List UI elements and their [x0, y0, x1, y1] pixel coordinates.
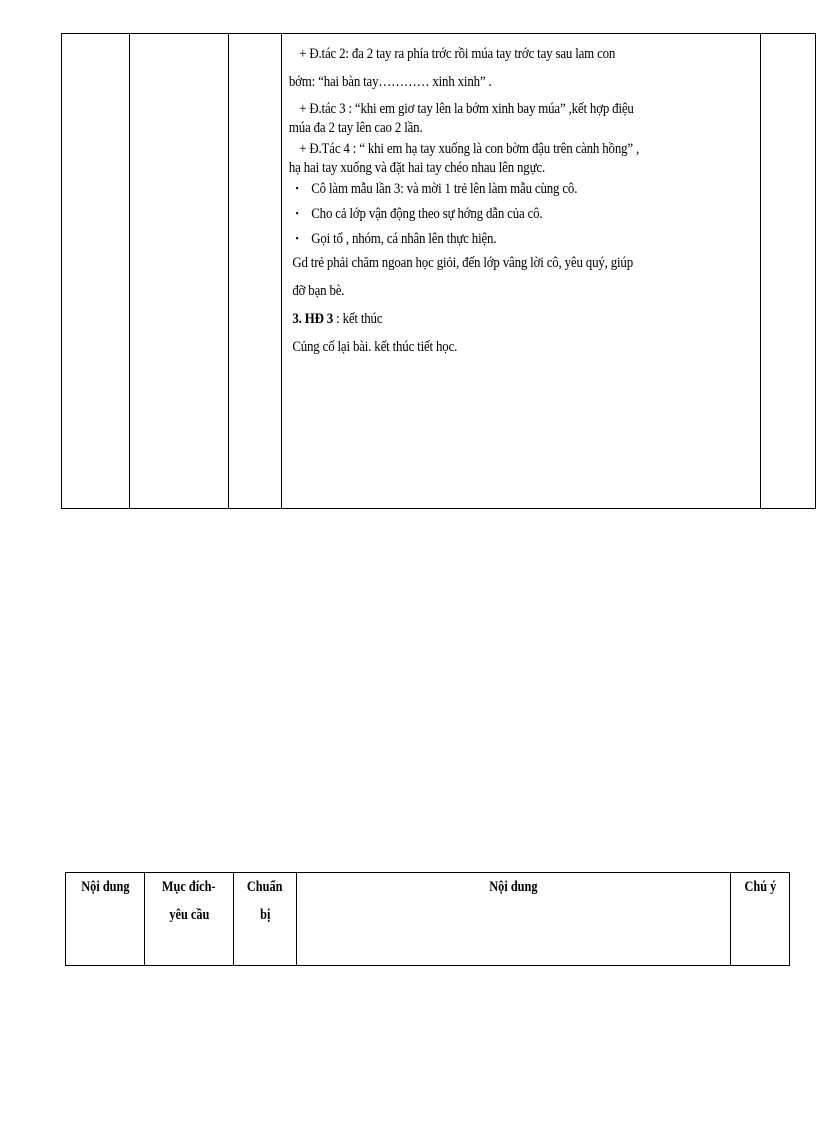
bullet-icon: ▪ [295, 233, 298, 243]
bullet-text: Gọi tổ , nhóm, cá nhân lên thực hiện. [310, 231, 496, 247]
header-content [66, 873, 145, 966]
bullet-item [295, 180, 682, 199]
action-2-line: + Đ.tác 2: đa 2 tay ra phía trớc rồi múa tay trớc tay sau lam con [298, 46, 615, 62]
header-purpose [145, 873, 234, 966]
education-cont: đỡ bạn bè. [291, 283, 344, 299]
bullet-icon: ▪ [295, 208, 298, 218]
header-content-label: Nội dung [80, 879, 130, 895]
header-notes-label: Chú ý [744, 879, 776, 895]
closing-line: Củng cố lại bài. kết thúc tiết học. [291, 339, 457, 355]
lesson-table-continued [61, 33, 816, 509]
action-3-line: + Đ.tác 3 : “khi em giơ tay lên la bớm xinh bay múa” ,kết hợp điệu [298, 101, 634, 117]
header-preparation-line1: Chuẩn [247, 879, 283, 895]
action-4-cont: hạ hai tay xuống và đặt hai tay chéo nhau lên ngực. [288, 160, 545, 176]
action-3-cont: múa đa 2 tay lên cao 2 lần. [288, 120, 423, 136]
activity-content-cell [281, 34, 760, 509]
notes-cell [760, 34, 815, 509]
education-line: Gd trẻ phải chăm ngoan học giỏi, đến lớp vâng lời cô, yêu quý, giúp [291, 255, 633, 271]
activity-3-label: 3. HĐ 3 [291, 311, 333, 327]
header-content-main [297, 873, 731, 966]
bullet-item [295, 230, 682, 249]
header-purpose-line1: Mục đích- [162, 879, 216, 895]
header-preparation-line2: bị [259, 907, 271, 923]
preparation-cell [228, 34, 281, 509]
purpose-cell [129, 34, 228, 509]
header-content-main-label: Nội dung [489, 879, 538, 895]
action-4-line: + Đ.Tác 4 : “ khi em hạ tay xuống là con bờm đậu trên cành hồng” , [298, 141, 639, 157]
bullet-text: Cho cả lớp vận động theo sự hớng dẫn của cô. [310, 206, 543, 222]
bullet-item [295, 205, 682, 224]
bullet-text: Cô làm mẫu lần 3: và mời 1 trẻ lên làm mẫu cùng cô. [310, 181, 577, 197]
header-notes [731, 873, 790, 966]
header-purpose-line2: yêu cầu [169, 907, 209, 923]
bullet-icon: ▪ [295, 183, 298, 193]
content-cell-col1 [62, 34, 130, 509]
activity-3-heading [292, 305, 682, 333]
lesson-table-header [65, 872, 790, 966]
header-preparation [234, 873, 297, 966]
action-2-cont: bớm: “hai bàn tay………… xinh xinh” . [288, 74, 492, 90]
activity-3-title: : kết thúc [332, 311, 383, 327]
